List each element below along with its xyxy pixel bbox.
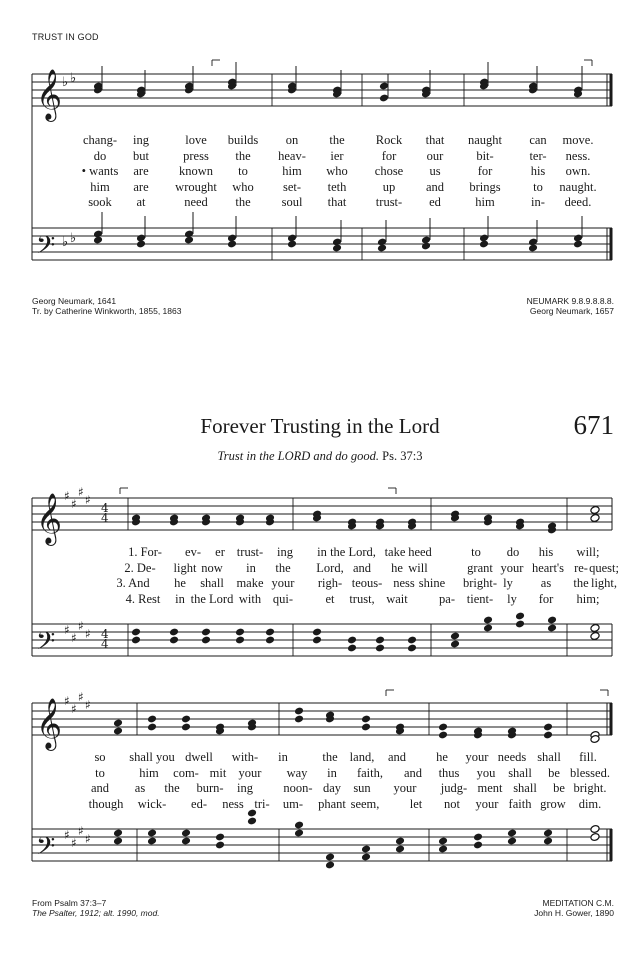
- note-head: [450, 632, 460, 641]
- lyric-syllable: ness: [222, 796, 244, 811]
- music-glyph: ♯: [71, 631, 77, 645]
- lyric-syllable: tri-: [254, 796, 270, 811]
- lyric-syllable: for: [477, 164, 493, 178]
- lyric-syllable: his: [538, 545, 554, 559]
- note-head: [247, 817, 257, 826]
- lyric-syllable: trust,: [349, 591, 375, 606]
- lyric-syllable: quest;: [589, 560, 619, 575]
- lyric-syllable: the: [275, 560, 291, 575]
- music-glyph: ♯: [71, 497, 77, 511]
- note-head: [483, 624, 493, 633]
- lyric-syllable: his: [530, 164, 546, 178]
- lyric-syllable: your: [500, 560, 524, 575]
- lyric-syllable: for: [381, 148, 397, 163]
- note-head: [377, 244, 387, 253]
- note-head: [312, 636, 322, 645]
- lyric-syllable: the: [235, 148, 251, 163]
- lyric-syllable: will: [408, 560, 428, 575]
- music-glyph: ♯: [78, 619, 84, 633]
- note-head: [543, 731, 553, 740]
- lyric-syllable: him: [282, 164, 302, 178]
- lyric-syllable: judg-: [440, 781, 468, 795]
- note-head: [215, 833, 225, 842]
- note-head: [507, 829, 517, 838]
- music-glyph: 𝄞: [36, 493, 63, 544]
- note-head: [93, 236, 103, 245]
- lyric-syllable: as: [540, 576, 552, 590]
- note-head: [227, 240, 237, 249]
- music-glyph: ♯: [85, 493, 91, 507]
- lyric-syllable: love: [185, 133, 207, 147]
- note-head: [590, 506, 600, 515]
- lyric-syllable: 4. Rest: [125, 591, 161, 606]
- note-head: [590, 514, 600, 523]
- note-head: [547, 616, 557, 625]
- lyric-syllable: chang-: [82, 133, 118, 147]
- lyric-syllable: sun: [353, 781, 371, 795]
- note-head: [543, 829, 553, 838]
- lyric-syllable: naught.: [559, 179, 597, 194]
- lyric-syllable: the Lord: [190, 591, 234, 606]
- lyric-syllable: brings: [469, 179, 501, 194]
- lyric-syllable: the: [164, 781, 180, 795]
- text-adaptation: The Psalter, 1912; alt. 1990, mod.: [32, 908, 160, 918]
- lyric-syllable: teth: [327, 179, 347, 194]
- lyric-syllable: but: [133, 148, 149, 163]
- lyric-syllable: are: [133, 164, 149, 178]
- lyric-syllable: phant: [318, 796, 346, 811]
- music-glyph: ♯: [71, 836, 77, 850]
- note-head: [438, 731, 448, 740]
- note-head: [201, 628, 211, 637]
- lyric-syllable: you: [476, 765, 496, 780]
- lyric-syllable: known: [178, 164, 214, 178]
- lyric-syllable: um-: [282, 796, 304, 811]
- lyric-syllable: and: [387, 750, 407, 764]
- lyric-syllable: take: [384, 545, 406, 559]
- note-head: [147, 723, 157, 732]
- lyric-syllable: him: [90, 179, 110, 194]
- music-glyph: 𝄢: [36, 627, 56, 662]
- lyric-syllable: your: [271, 576, 295, 590]
- lyric-syllable: do: [506, 545, 520, 559]
- scripture-text: Trust in the LORD and do good.: [217, 449, 380, 463]
- lyric-syllable: your: [238, 765, 262, 780]
- note-head: [515, 612, 525, 621]
- note-head: [450, 640, 460, 649]
- lyric-syllable: the Lord,: [330, 545, 376, 559]
- note-head: [473, 833, 483, 842]
- lyric-syllable: day: [322, 781, 342, 795]
- music-glyph: ♭: [70, 71, 77, 86]
- lyric-syllable: him;: [576, 591, 600, 606]
- lyric-syllable: ed: [429, 195, 441, 209]
- lyric-syllable: light: [173, 560, 197, 575]
- lyric-syllable: bright.: [573, 781, 607, 795]
- hymn-credit-text: [32, 898, 160, 918]
- lyric-syllable: sook: [88, 195, 112, 209]
- lyric-syllable: in: [327, 765, 337, 780]
- music-glyph: ♯: [85, 627, 91, 641]
- lyric-syllable: shall: [537, 750, 561, 764]
- note-head: [375, 644, 385, 653]
- note-head: [361, 845, 371, 854]
- lyric-syllable: move.: [562, 133, 594, 147]
- note-head: [407, 636, 417, 645]
- lyric-syllable: do: [93, 148, 107, 163]
- lyric-syllable: set-: [282, 179, 302, 194]
- tune-name-meter: MEDITATION C.M.: [542, 898, 614, 908]
- note-head: [590, 632, 600, 641]
- music-glyph: ♯: [64, 489, 70, 503]
- lyric-syllable: in-: [531, 195, 545, 209]
- lyric-syllable: faith: [508, 796, 532, 811]
- lyric-syllable: ier: [330, 148, 344, 163]
- note-head: [131, 628, 141, 637]
- lyric-syllable: needs: [497, 750, 527, 764]
- lyric-syllable: make: [236, 576, 264, 590]
- lyric-syllable: be: [553, 781, 565, 795]
- note-head: [294, 829, 304, 838]
- tune-composer: John H. Gower, 1890: [534, 908, 614, 918]
- lyric-syllable: as: [134, 781, 146, 795]
- lyric-syllable: chose: [374, 164, 404, 178]
- lyric-syllable: soul: [281, 195, 303, 209]
- music-glyph: ♯: [64, 694, 70, 708]
- section-tag: TRUST IN GOD: [32, 32, 99, 42]
- lyric-syllable: trust-: [236, 545, 264, 559]
- note-head: [215, 841, 225, 850]
- lyric-syllable: ing: [133, 133, 149, 147]
- top-credit-tune: [527, 296, 614, 316]
- lyric-syllable: trust-: [375, 195, 403, 209]
- lyric-syllable: and: [403, 765, 423, 780]
- music-glyph: ♯: [64, 828, 70, 842]
- lyric-syllable: shall: [200, 576, 224, 590]
- lyric-syllable: your: [465, 750, 489, 764]
- music-glyph: 4: [101, 637, 109, 651]
- note-head: [438, 837, 448, 846]
- note-head: [201, 636, 211, 645]
- lyric-syllable: blessed.: [570, 765, 610, 780]
- lyric-syllable: with-: [231, 750, 259, 764]
- lyric-syllable: our: [426, 148, 444, 163]
- lyric-syllable: thus: [438, 765, 460, 780]
- lyric-syllable: grant: [467, 560, 493, 575]
- lyric-syllable: dwell: [185, 750, 213, 764]
- note-head: [147, 715, 157, 724]
- lyric-syllable: who: [326, 164, 348, 178]
- lyric-syllable: to: [471, 545, 481, 559]
- note-head: [361, 715, 371, 724]
- note-head: [265, 636, 275, 645]
- music-glyph: ♭: [70, 231, 77, 246]
- lyric-syllable: the: [329, 133, 345, 147]
- hymn-credit-tune: [534, 898, 614, 918]
- tune-name-meter: NEUMARK 9.8.9.8.8.8.: [526, 296, 614, 306]
- lyric-syllable: er: [215, 545, 225, 559]
- lyric-syllable: ness.: [565, 148, 591, 163]
- lyric-syllable: builds: [227, 133, 259, 147]
- tune-composer: Georg Neumark, 1657: [529, 306, 614, 316]
- note-head: [131, 636, 141, 645]
- note-head: [438, 845, 448, 854]
- lyric-syllable: the: [322, 750, 338, 764]
- lyric-syllable: that: [425, 133, 445, 147]
- lyric-syllable: Rock: [375, 133, 403, 147]
- lyric-syllable: not: [444, 796, 460, 811]
- note-head: [361, 723, 371, 732]
- lyric-syllable: dim.: [578, 796, 602, 811]
- lyric-syllable: he: [391, 560, 403, 575]
- lyric-syllable: fill.: [579, 750, 597, 764]
- lyric-syllable: wrought: [175, 179, 217, 194]
- lyric-syllable: on: [285, 133, 299, 147]
- music-glyph: 𝄢: [36, 231, 56, 266]
- music-glyph: ♯: [85, 832, 91, 846]
- note-head: [543, 723, 553, 732]
- lyric-syllable: with: [238, 591, 262, 606]
- lyric-syllable: righ-: [317, 576, 343, 590]
- lyric-syllable: can: [529, 133, 547, 147]
- note-head: [347, 636, 357, 645]
- note-head: [136, 240, 146, 249]
- hymn-number: 671: [573, 410, 614, 440]
- lyric-syllable: shall: [513, 781, 537, 795]
- lyric-syllable: let: [409, 796, 423, 811]
- lyric-syllable: to: [238, 164, 248, 178]
- note-head: [361, 853, 371, 862]
- note-head: [483, 616, 493, 625]
- lyric-syllable: mit: [209, 765, 227, 780]
- lyric-syllable: ing: [277, 545, 293, 559]
- lyric-syllable: and: [90, 781, 110, 795]
- lyric-syllable: ing: [237, 781, 253, 795]
- lyric-syllable: in: [278, 750, 288, 764]
- lyric-syllable: heart's: [531, 560, 565, 575]
- note-head: [325, 861, 335, 870]
- lyric-syllable: that: [327, 195, 347, 209]
- note-head: [147, 837, 157, 846]
- lyric-syllable: shall: [508, 765, 532, 780]
- lyric-syllable: et: [325, 591, 335, 606]
- lyric-syllable: 3. And: [116, 576, 150, 590]
- lyric-syllable: to: [533, 179, 543, 194]
- note-head: [235, 628, 245, 637]
- note-head: [547, 624, 557, 633]
- note-head: [265, 628, 275, 637]
- note-head: [473, 841, 483, 850]
- lyric-syllable: press: [183, 148, 209, 163]
- lyric-syllable: will;: [576, 545, 600, 559]
- lyric-syllable: so: [94, 750, 106, 764]
- note-head: [332, 244, 342, 253]
- music-glyph: 4: [101, 627, 109, 641]
- note-head: [507, 837, 517, 846]
- lyric-syllable: him: [475, 195, 495, 209]
- note-head: [147, 829, 157, 838]
- lyric-syllable: need: [184, 195, 208, 209]
- lyric-syllable: at: [136, 195, 146, 209]
- lyric-syllable: in: [246, 560, 256, 575]
- lyric-syllable: he: [436, 750, 448, 764]
- note-head: [407, 644, 417, 653]
- music-glyph: ♭: [62, 75, 69, 90]
- note-head: [347, 644, 357, 653]
- top-credit-text: [32, 296, 181, 316]
- hymn-title: Forever Trusting in the Lord: [200, 414, 440, 438]
- lyric-syllable: us: [429, 164, 441, 178]
- lyric-syllable: your: [393, 781, 417, 795]
- lyric-syllable: heed: [408, 545, 432, 559]
- lyric-syllable: bright-: [462, 576, 498, 590]
- note-head: [515, 620, 525, 629]
- lyric-syllable: heav-: [278, 148, 306, 163]
- note-head: [590, 833, 600, 842]
- note-head: [181, 723, 191, 732]
- music-glyph: 𝄢: [36, 832, 56, 867]
- lyric-syllable: Lord,: [316, 560, 344, 575]
- lyric-syllable: your: [475, 796, 499, 811]
- note-head: [395, 837, 405, 846]
- lyric-syllable: shine: [418, 576, 446, 590]
- note-head: [294, 821, 304, 830]
- note-head: [181, 715, 191, 724]
- lyric-syllable: faith,: [356, 765, 384, 780]
- lyric-syllable: up: [382, 179, 396, 194]
- lyric-syllable: grow: [540, 796, 566, 811]
- music-glyph: ♯: [78, 690, 84, 704]
- translation-credit-line: Tr. by Catherine Winkworth, 1855, 1863: [32, 306, 182, 316]
- note-head: [181, 837, 191, 846]
- lyric-syllable: com-: [173, 765, 199, 780]
- lyric-syllable: now: [201, 560, 223, 575]
- lyric-syllable: re-: [574, 560, 588, 575]
- note-head: [479, 240, 489, 249]
- music-glyph: 𝄞: [36, 69, 63, 120]
- note-head: [421, 242, 431, 251]
- music-glyph: ♯: [78, 485, 84, 499]
- note-head: [438, 723, 448, 732]
- note-head: [325, 853, 335, 862]
- note-head: [113, 727, 123, 736]
- lyric-syllable: ment: [477, 781, 503, 795]
- lyric-syllable: ly: [507, 591, 517, 606]
- note-head: [543, 837, 553, 846]
- scripture-citation: Ps. 37:3: [382, 449, 423, 463]
- lyric-syllable: and: [425, 179, 445, 194]
- note-head: [181, 829, 191, 838]
- lyric-syllable: qui-: [272, 591, 294, 606]
- lyric-syllable: the: [573, 576, 589, 590]
- note-head: [375, 636, 385, 645]
- note-head: [113, 829, 123, 838]
- music-glyph: ♯: [64, 623, 70, 637]
- note-head: [184, 236, 194, 245]
- lyric-syllable: tient-: [466, 591, 494, 606]
- music-glyph: 𝄞: [36, 698, 63, 749]
- lyric-syllable: and: [352, 560, 372, 575]
- note-head: [294, 707, 304, 716]
- lyric-syllable: burn-: [196, 781, 224, 795]
- text-source: From Psalm 37:3–7: [32, 898, 107, 908]
- scripture-reference: [0, 449, 640, 464]
- lyric-syllable: to: [95, 765, 105, 780]
- note-head: [169, 628, 179, 637]
- music-glyph: 4: [101, 501, 109, 515]
- lyric-syllable: pa-: [439, 591, 455, 606]
- lyric-syllable: ly: [503, 576, 513, 590]
- lyric-syllable: bit-: [476, 148, 494, 163]
- lyric-syllable: the: [235, 195, 251, 209]
- lyric-syllable: in: [317, 545, 327, 559]
- note-head: [113, 719, 123, 728]
- lyric-syllable: noon-: [283, 781, 313, 795]
- lyric-syllable: wick-: [137, 796, 167, 811]
- note-head: [294, 715, 304, 724]
- lyric-syllable: 2. De-: [124, 560, 156, 575]
- lyric-syllable: teous-: [351, 576, 383, 590]
- lyric-syllable: him: [139, 765, 159, 780]
- note-head: [287, 240, 297, 249]
- note-head: [590, 624, 600, 633]
- note-head: [395, 845, 405, 854]
- lyric-syllable: who: [232, 179, 254, 194]
- lyric-syllable: naught: [467, 133, 503, 147]
- music-glyph: 4: [101, 511, 109, 525]
- music-glyph: ♭: [62, 235, 69, 250]
- lyric-syllable: deed.: [564, 195, 592, 209]
- lyric-syllable: be: [548, 765, 560, 780]
- lyric-syllable: ter-: [529, 148, 547, 163]
- lyric-syllable: land,: [349, 750, 375, 764]
- lyric-syllable: for: [538, 591, 554, 606]
- lyric-syllable: 1. For-: [128, 545, 162, 559]
- lyric-syllable: wait: [386, 591, 408, 606]
- note-head: [590, 825, 600, 834]
- lyric-syllable: in: [175, 591, 185, 606]
- note-head: [113, 837, 123, 846]
- note-head: [528, 244, 538, 253]
- lyric-syllable: ness: [393, 576, 415, 590]
- lyric-syllable: way: [286, 765, 308, 780]
- text-credit-line: Georg Neumark, 1641: [32, 296, 117, 306]
- music-glyph: ♯: [85, 698, 91, 712]
- lyric-syllable: though: [88, 796, 124, 811]
- lyric-syllable: own.: [565, 164, 591, 178]
- lyric-syllable: he: [174, 576, 186, 590]
- music-glyph: ♯: [71, 702, 77, 716]
- lyric-syllable: seem,: [350, 796, 380, 811]
- music-glyph: ♯: [78, 824, 84, 838]
- note-head: [169, 636, 179, 645]
- lyric-syllable: light,: [590, 576, 618, 590]
- note-head: [312, 628, 322, 637]
- note-head: [573, 240, 583, 249]
- lyric-syllable: ed-: [191, 796, 207, 811]
- lyric-syllable: are: [133, 179, 149, 194]
- lyric-syllable: ev-: [185, 545, 201, 559]
- lyric-syllable: shall you: [129, 750, 175, 764]
- lyric-syllable: • wants: [81, 164, 119, 178]
- note-head: [235, 636, 245, 645]
